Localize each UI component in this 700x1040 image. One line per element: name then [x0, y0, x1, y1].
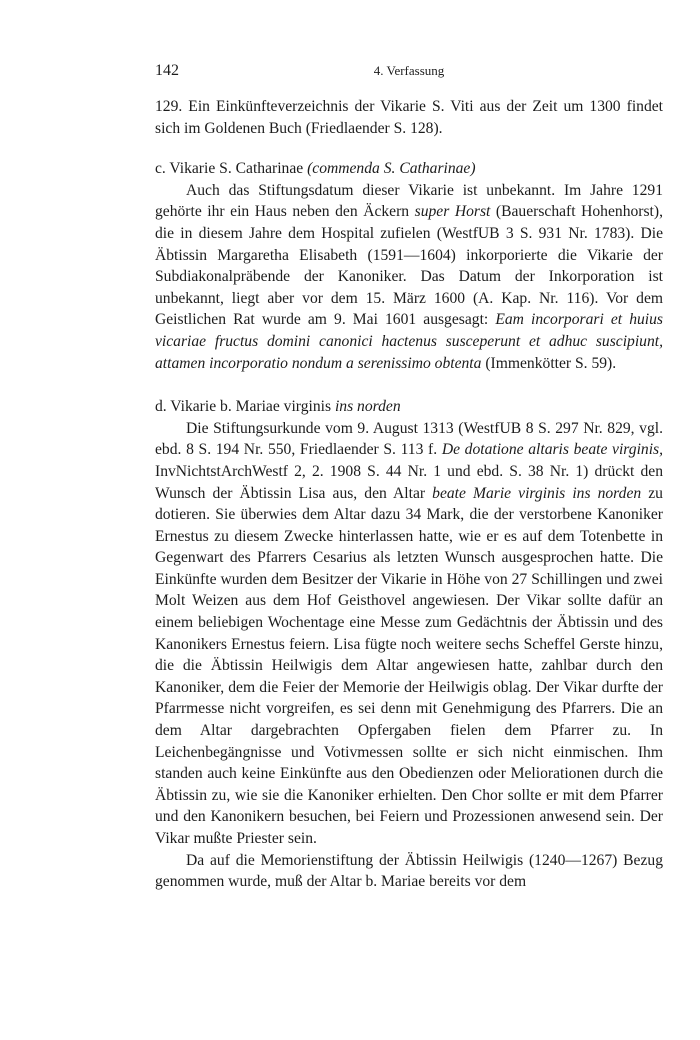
page-number: 142: [155, 62, 179, 79]
section-d-paragraph-1: [155, 418, 663, 850]
section-d-paragraph-2: Da auf die Memorienstiftung der Äbtissin Heilwigis (1240—1267) Bezug genommen wurde, muß der Altar b. Mariae bereits vor dem: [155, 851, 663, 891]
page-body: [155, 96, 663, 893]
d-text-2: InvNichtstArchWestf 2, 2. 1908 S. 44 Nr. 1 und ebd. S. 38 Nr. 1) drückt den Wunsch der Äbtissin Lisa aus, den Altar: [155, 462, 663, 502]
section-c-heading-italic: (commenda S. Catharinae): [307, 160, 476, 178]
section-c-paragraph: [155, 180, 663, 374]
paragraph-viti: 129. Ein Einkünfteverzeichnis der Vikarie S. Viti aus der Zeit um 1300 findet sich im Goldenen Buch (Friedlaender S. 128).: [155, 98, 663, 137]
d-italic-2: beate Marie virginis ins norden: [432, 484, 642, 502]
section-c-heading: [155, 158, 663, 180]
c-text-1: Auch das Stiftungsdatum dieser Vikarie ist unbekannt. Im Jahre 1291 gehörte ihr ein Haus neben den Äckern: [155, 181, 663, 221]
running-title: 4. Verfassung: [373, 63, 445, 78]
c-text-3: (Immenkötter S. 59).: [485, 354, 617, 372]
d-italic-1: De dotatione altaris beate virginis,: [441, 441, 664, 459]
spacer: [155, 374, 663, 396]
spacer: [155, 139, 663, 158]
c-italic-1: super Horst: [414, 203, 491, 221]
section-d-heading-text: d. Vikarie b. Mariae virginis: [155, 398, 332, 416]
section-d-heading: [155, 396, 663, 418]
c-italic-2: Eam incorporari et huius vicariae fructus domini canonici hactenus susceperunt et adhuc suscipiunt, attamen incorporatio nondum a serenissimo obtenta: [155, 311, 663, 372]
d-text-1: Die Stiftungsurkunde vom 9. August 1313 (WestfUB 8 S. 297 Nr. 829, vgl. ebd. 8 S. 194 Nr. 550, Friedlaender S. 113 f.: [155, 419, 663, 459]
section-c-heading-text: c. Vikarie S. Catharinae: [155, 160, 304, 178]
page-header: [155, 60, 663, 84]
section-d-heading-italic: ins norden: [334, 398, 401, 416]
c-text-2: (Bauerschaft Hohenhorst), die in diesem Jahre dem Hospital zufielen (WestfUB 3 S. 931 Nr. 1783). Die Äbtissin Margaretha Elisabeth (1591—1604) inkorporierte die Vikarie der Subdiakonalpräbende der Kanoniker. Das Datum der Inkorporation ist unbekannt, liegt aber vor dem 15. März 1600 (A. Kap. Nr. 116). Vor dem Geistlichen Rat wurde am 9. Mai 1601 ausgesagt:: [155, 203, 663, 329]
d-text-3: zu dotieren. Sie überwies dem Altar dazu 34 Mark, die der verstorbene Kanoniker Ernestus zu diesem Zwecke hinterlassen hatte, wie er es auf dem Totenbette in Gegenwart des Pfarrers Cesarius als letzten Wunsch ausgesprochen hatte. Die Einkünfte wurden dem Besitzer der Vikarie in Höhe von 27 Schillingen und zwei Molt Weizen aus dem Hof Geisthovel angewiesen. Der Vikar sollte dafür an einem beliebigen Wochentage eine Messe zum Gedächtnis der Äbtissin und des Kanonikers Ernestus feiern. Lisa fügte noch weitere sechs Scheffel Gerste hinzu, die die Äbtissin Heilwigis dem Altar angewiesen hatte, zahlbar durch den Kanoniker, dem die Feier der Memorie der Heilwigis oblag. Der Vikar durfte der Pfarrmesse nicht vorgreifen, es sei denn mit Genehmigung des Pfarrers. Die an dem Altar dargebrachten Opfergaben fielen dem Pfarrer zu. In Leichenbegängnisse und Votivmessen sollte er sich nicht einmischen. Ihm standen auch keine Einkünfte aus den Obedienzen oder Meliorationen durch die Äbtissin zu, wie sie die Kanoniker erhielten. Den Chor sollte er mit dem Pfarrer und den Kanonikern besuchen, bei Feiern und Prozessionen anwesend sein. Der Vikar mußte Priester sein.: [155, 484, 663, 847]
